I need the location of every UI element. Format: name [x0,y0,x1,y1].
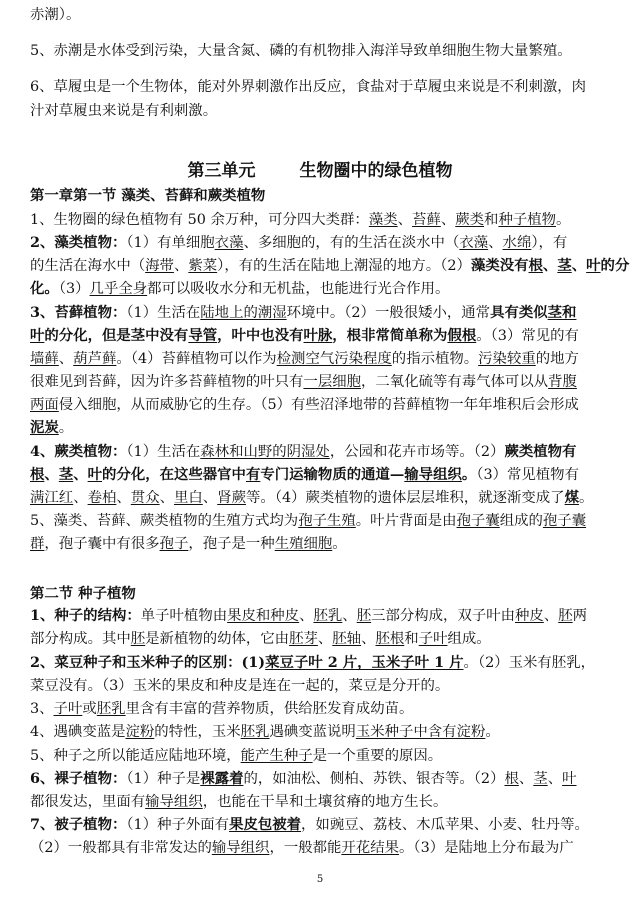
underlined-term: 胚轴 [332,631,362,647]
underlined-term: 叶 [562,771,577,787]
underlined-term: 果皮包被着 [229,816,302,833]
text-segment: 、 [440,212,456,228]
underlined-term: 苔藓 [412,212,441,228]
text-segment: （3）常见植物有 [476,467,579,483]
text-segment: 、 [173,258,189,274]
underlined-term: 根 [504,771,519,787]
text-segment: 的，如油松、侧柏、苏铁、银杏等。（2） [243,771,505,787]
text-line [30,233,614,253]
text-line [30,256,630,276]
underlined-term: 胚乳 [313,608,343,624]
text-segment: （1）种子外面有 [126,817,230,833]
text-segment: 1、种子的结构： [30,607,141,624]
text-segment: 、 [73,466,88,483]
text-segment: 的分 [600,257,630,274]
underlined-term: 能产生种子 [240,748,313,764]
text-line [30,210,614,230]
text-segment: 化。 [30,280,59,297]
text-segment: 具有类似 [490,304,548,321]
text-line [30,653,614,673]
text-line [30,676,614,696]
underlined-term: 两面 [30,397,59,413]
underlined-term: 几乎全身 [89,281,148,297]
text-segment: 、多细胞的，有的生活在淡水中（ [243,235,460,251]
underlined-term: 叶 [87,466,103,483]
text-line [30,511,614,531]
underlined-term: 污染较重 [478,351,536,367]
underlined-term: 叶 [586,257,601,274]
underlined-term: 子叶 [53,701,83,717]
underlined-term: 胚芽 [289,631,318,647]
underlined-term: 果皮和种皮 [227,608,300,624]
text-segment: 三部分构成，双子叶由 [371,608,516,624]
text-segment: 、 [58,351,74,367]
text-segment: （2）一般都具有非常发达的 [30,840,212,856]
underlined-term: 输导组织 [211,840,270,856]
text-segment: 、 [571,257,587,274]
text-line [30,488,614,508]
underlined-term: 叶 [30,327,45,344]
text-segment: (1) [241,654,266,671]
text-segment: 、 [317,631,333,647]
underlined-term: 胚根 [375,631,405,647]
text-segment: （1）种子是 [126,771,201,787]
text-segment: 的分化，但是茎中没有 [44,327,189,344]
text-segment: 、 [116,490,131,506]
text-line [30,442,614,462]
text-segment: 。（3）常见的有 [476,328,579,344]
text-line: 5、赤潮是水体受到污染，大量含氮、磷的有机物排入海洋导致单细胞生物大量繁殖。 [30,43,572,59]
underlined-term: 玉米种子中含有淀粉 [355,724,486,740]
text-segment: 4、蕨类植物： [30,443,127,460]
underlined-term: 蕨类 [455,212,485,228]
text-line: 6、草履虫是一个生物体，能对外界刺激作出反应，食盐对于草履虫来说是不利刺激，肉 [30,79,587,95]
text-line [30,792,614,812]
underlined-term: 肾蕨 [217,490,246,506]
text-segment: 是一个重要的原因。 [312,748,443,764]
underlined-term: 孢子囊 [542,513,587,529]
underlined-term: 陆地上的潮湿 [200,305,287,321]
text-segment: 藻类没有 [470,257,529,274]
underlined-term: 假根 [447,327,477,344]
text-line [30,815,614,835]
text-segment: 组成。 [447,631,491,647]
text-segment: 。（2）玉米有胚乳， [463,655,595,671]
underlined-term: 群 [30,536,45,552]
text-segment: 里含有丰富的营养物质，供给胚发育成幼苗。 [125,701,414,717]
text-segment: 侵入细胞，从而威胁它的生存。（5）有些沼泽地带的苔藓植物一年年堆积后会形成 [58,397,579,413]
underlined-term: 有 [245,466,261,483]
underlined-term: 胚 [558,608,573,624]
text-segment: 5、种子之所以能适应陆地环境， [30,748,241,764]
text-line [30,303,614,323]
underlined-term: 水绵 [502,235,532,251]
underlined-term: 开花结果 [341,840,399,856]
text-segment: ，公园和花卉市场等。（2） [329,444,505,460]
underlined-term: 墙藓 [30,351,59,367]
text-segment: 、 [547,771,563,787]
text-line [30,838,614,858]
underlined-term: 种皮 [515,608,544,624]
underlined-term: 衣藻 [214,235,244,251]
text-line [30,418,614,438]
text-line [30,769,614,789]
text-segment: 。 [556,212,571,228]
underlined-term: 孢子囊 [456,513,500,529]
text-segment: 7、被子植物： [30,816,127,833]
text-segment: 等。（4）蕨类植物的遗体层层堆积，就逐渐变成了 [246,490,565,506]
text-segment: ，二氧化硫等有毒气体可以从 [361,374,549,390]
unit-name: 生物圈中的绿色植物 [299,161,453,181]
underlined-term: 根 [30,466,45,483]
text-segment: 、 [361,631,376,647]
underlined-term: 子叶 [418,631,448,647]
text-segment: 的特性，玉米 [154,724,241,740]
page-number: 5 [316,874,324,885]
text-line [30,279,614,299]
text-segment: 、 [73,490,88,506]
text-segment: ，根非常简单称为 [332,327,448,344]
text-segment: 是新植物的幼体，它由 [145,631,290,647]
text-segment: 、 [44,466,59,483]
underlined-term: 胚乳 [240,724,270,740]
text-segment: 和 [404,631,419,647]
underlined-term: 生殖细胞 [274,536,333,552]
text-segment: ，叶中也没有 [217,327,304,344]
text-segment: （3） [58,281,90,297]
underlined-term: 输导组织 [145,794,203,810]
text-segment: 。 [58,420,74,436]
text-segment: 。 [578,490,594,506]
section-heading: 第二节 种子植物 [30,586,136,602]
text-segment: 的生活在海水中（ [30,258,146,274]
text-segment: 、 [342,608,357,624]
text-line [30,349,614,369]
underlined-term: 裸露着 [200,770,244,787]
text-line [30,465,614,485]
underlined-term: 胚乳 [96,701,126,717]
underlined-term: 孢子生殖 [298,513,356,529]
text-segment: 、 [159,490,174,506]
underlined-term: 种子植物 [498,212,557,228]
text-segment: 蕨类植物有 [504,443,577,460]
unit-number: 第三单元 [187,161,256,181]
text-line [30,629,614,649]
text-segment: ，也能在干旱和土壤贫瘠的地方生长。 [202,794,448,810]
underlined-term: 贯众 [130,490,160,506]
text-line [30,372,614,392]
underlined-term: 藻类 [368,212,398,228]
text-line: 汁对草履虫来说是有利刺激。 [30,103,218,119]
text-line [30,326,614,346]
text-segment: 、 [397,212,413,228]
text-segment: 。（4）苔藓植物可以作为 [116,351,277,367]
underlined-term: 胚 [356,608,372,624]
text-segment: 遇碘变蓝说明 [269,724,356,740]
text-segment: 、 [542,257,558,274]
text-line [30,606,614,626]
text-segment: 很难见到苔藓，因为许多苔藓植物的叶只有 [30,374,304,390]
text-segment: （1）生活在 [126,444,201,460]
text-segment: 。（3）是陆地上分布最为广 [398,840,574,856]
text-segment: ，孢子囊中有很多 [44,536,160,552]
underlined-term: 茎 [58,466,74,483]
text-segment: 、 [488,235,503,251]
text-segment: 专门运输物质的通道— [260,466,405,483]
underlined-term: 茎 [557,257,572,274]
underlined-term: 紫菜 [188,258,218,274]
underlined-term: 衣藻 [459,235,489,251]
underlined-term: 一层细胞 [303,374,362,390]
text-segment: 。 [332,536,347,552]
text-segment: 和 [484,212,499,228]
text-line [30,746,614,766]
underlined-term: 满江红 [30,490,74,506]
text-segment: ，一般都能 [269,840,342,856]
text-segment: 部分构成。其中 [30,631,131,647]
text-segment: 、 [543,608,559,624]
underlined-term: 菜豆子叶 2 片，玉米子叶 1 片 [265,654,464,671]
text-segment: 环境中。（2）一般很矮小，通常 [286,305,491,321]
text-segment: 的指示植物。 [391,351,479,367]
text-segment: 都很发达，里面有 [30,794,146,810]
text-segment: ），有 [531,235,568,251]
underlined-term: 输导组织 [404,466,462,483]
underlined-term: 根 [528,257,543,274]
unit-title [0,156,640,181]
underlined-term: 茎 [533,771,548,787]
text-segment: ），有的生活在陆地上潮湿的地方。（2） [217,258,471,274]
text-segment: 单子叶植物由 [140,608,228,624]
text-segment: 。 [461,466,477,483]
text-segment: 2、藻类植物： [30,234,127,251]
text-segment: 。 [485,724,500,740]
text-segment: 2、菜豆种子和玉米种子的区别： [30,654,242,671]
underlined-term: 海带 [145,258,174,274]
underlined-term: 背腹 [548,374,577,390]
text-line [30,722,614,742]
underlined-term: 导管 [188,327,218,344]
text-line [30,534,614,554]
text-segment: 5、藻类、苔藓、蕨类植物的生殖方式均为 [30,513,299,529]
text-segment: （1）有单细胞 [126,235,215,251]
text-segment: （1）生活在 [126,305,201,321]
text-segment: ，孢子是一种 [188,536,275,552]
underlined-term: 淀粉 [125,724,155,740]
underlined-term: 卷柏 [87,490,117,506]
text-segment: 6、裸子植物： [30,770,127,787]
underlined-term: 叶脉 [303,327,333,344]
underlined-term: 孢子 [159,536,189,552]
underlined-term: 森林和山野的阴湿处 [200,444,330,460]
text-segment: ，如豌豆、荔枝、木瓜苹果、小麦、牡丹等。 [301,817,589,833]
text-segment: 的地方 [535,351,579,367]
text-segment: 两 [572,608,588,624]
section-heading: 第一章第一节 藻类、苔藓和蕨类植物 [30,188,266,204]
text-segment: 的分化，在这些器官中 [102,466,246,483]
text-segment: 、 [202,490,218,506]
text-segment: 菜豆没有。（3）玉米的果皮和种皮是连在一起的，菜豆是分开的。 [30,678,450,694]
text-segment: 。叶片背面是由 [355,513,457,529]
text-segment: 都可以吸收水分和无机盐，也能进行光合作用。 [147,281,450,297]
text-segment: 4、遇碘变蓝是 [30,724,126,740]
text-line [30,395,614,415]
text-segment: 或 [82,701,97,717]
text-segment: 3、苔藓植物： [30,304,127,321]
text-segment: 、 [518,771,534,787]
text-segment: 1、生物圈的绿色植物有 50 余万种，可分四大类群： [30,212,369,228]
text-segment: 、 [299,608,314,624]
underlined-term: 里白 [174,490,203,506]
text-line [30,699,614,719]
underlined-term: 泥炭 [30,419,59,436]
text-line: 赤潮）。 [30,7,81,23]
text-segment: 组成的 [499,513,543,529]
text-segment: 3、 [30,701,54,717]
underlined-term: 葫芦藓 [73,351,117,367]
underlined-term: 检测空气污染程度 [276,351,392,367]
underlined-term: 胚 [130,631,146,647]
underlined-term: 茎和 [547,304,577,321]
underlined-term: 煤 [564,489,579,506]
